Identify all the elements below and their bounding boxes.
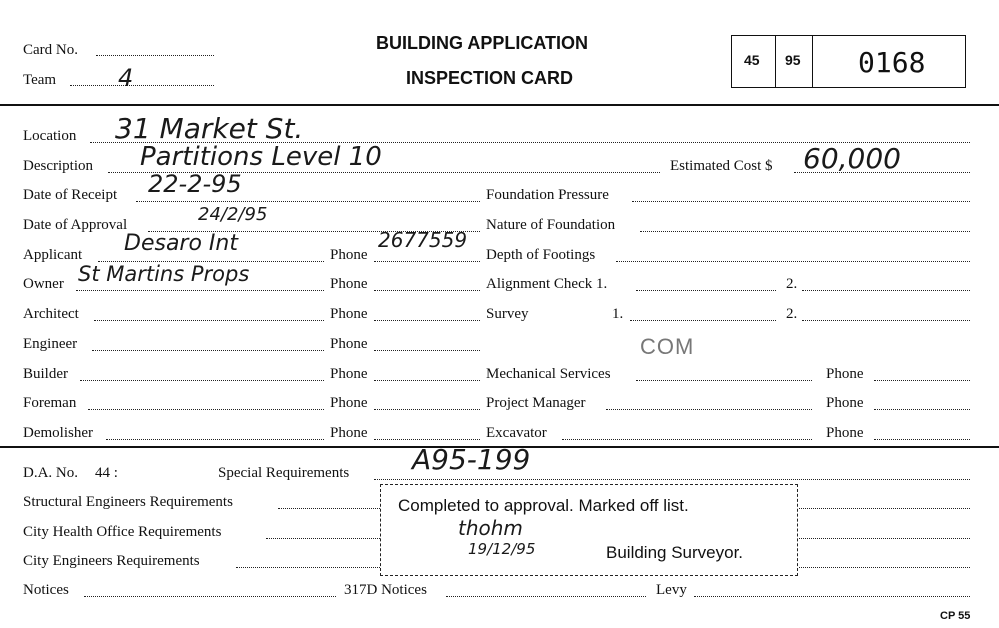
nature-of-foundation-field[interactable] xyxy=(640,231,970,232)
317d-notices-label: 317D Notices xyxy=(344,582,427,598)
notices-label: Notices xyxy=(23,582,69,598)
engineer-phone-label: Phone xyxy=(330,336,368,352)
builder-field[interactable] xyxy=(80,380,324,381)
alignment-check-1-field[interactable] xyxy=(636,290,776,291)
stamp-signature: thohm xyxy=(458,516,523,540)
317d-notices-field[interactable] xyxy=(446,596,646,597)
project-manager-phone-field[interactable] xyxy=(874,409,970,410)
engineer-field[interactable] xyxy=(92,350,324,351)
mechanical-services-label: Mechanical Services xyxy=(486,366,611,382)
project-manager-label: Project Manager xyxy=(486,395,586,411)
card-number-box xyxy=(731,35,966,88)
project-manager-phone-label: Phone xyxy=(826,395,864,411)
excavator-phone-field[interactable] xyxy=(874,439,970,440)
estimated-cost-label: Estimated Cost $ xyxy=(670,158,773,174)
builder-phone-field[interactable] xyxy=(374,380,480,381)
survey-2-field[interactable] xyxy=(802,320,970,321)
foundation-pressure-label: Foundation Pressure xyxy=(486,187,609,203)
special-requirements-value: A95-199 xyxy=(412,443,531,476)
applicant-value: Desaro Int xyxy=(124,231,238,256)
title-line-2: INSPECTION CARD xyxy=(406,68,574,88)
depth-of-footings-label: Depth of Footings xyxy=(486,247,596,263)
card-no-label: Card No. xyxy=(23,42,78,58)
foreman-phone-field[interactable] xyxy=(374,409,480,410)
foreman-field[interactable] xyxy=(88,409,324,410)
structural-engineers-label: Structural Engineers Requirements xyxy=(23,494,233,510)
depth-of-footings-field[interactable] xyxy=(616,261,970,262)
foreman-label: Foreman xyxy=(23,395,77,411)
owner-phone-label: Phone xyxy=(330,276,368,292)
survey-1-label: 1. xyxy=(612,306,624,322)
builder-phone-label: Phone xyxy=(330,366,368,382)
estimated-cost-value: 60,000 xyxy=(803,142,901,175)
date-of-receipt-field[interactable] xyxy=(136,201,480,202)
location-value: 31 Market St. xyxy=(115,112,304,145)
builder-label: Builder xyxy=(23,366,68,382)
alignment-check-label: Alignment Check 1. xyxy=(486,276,608,292)
date-of-approval-value: 24/2/95 xyxy=(198,204,268,225)
applicant-phone-label: Phone xyxy=(330,247,368,263)
card-no-field[interactable] xyxy=(96,55,214,56)
box-b-value: 95 xyxy=(785,52,801,68)
mechanical-services-phone-field[interactable] xyxy=(874,380,970,381)
special-requirements-field[interactable] xyxy=(374,479,970,480)
mechanical-services-field[interactable] xyxy=(636,380,812,381)
location-label: Location xyxy=(23,128,77,144)
demolisher-phone-field[interactable] xyxy=(374,439,480,440)
team-label: Team xyxy=(23,72,57,88)
mechanical-services-phone-label: Phone xyxy=(826,366,864,382)
owner-field[interactable] xyxy=(76,290,324,291)
levy-label: Levy xyxy=(656,582,687,598)
stamp-role-text: Building Surveyor. xyxy=(606,543,744,562)
owner-value: St Martins Props xyxy=(78,262,250,286)
notices-field[interactable] xyxy=(84,596,336,597)
stamp-completed-text: Completed to approval. Marked off list. xyxy=(398,496,689,515)
date-of-receipt-value: 22-2-95 xyxy=(148,170,242,198)
card-number: 0168 xyxy=(858,46,926,79)
survey-1-field[interactable] xyxy=(630,320,776,321)
box-divider-2 xyxy=(812,35,813,88)
da-no-label: D.A. No. xyxy=(23,465,78,481)
excavator-phone-label: Phone xyxy=(826,425,864,441)
survey-label: Survey xyxy=(486,306,529,322)
stamp-date: 19/12/95 xyxy=(468,540,536,558)
foreman-phone-label: Phone xyxy=(330,395,368,411)
survey-2-label: 2. xyxy=(786,306,798,322)
team-field[interactable] xyxy=(70,85,214,86)
owner-phone-field[interactable] xyxy=(374,290,480,291)
excavator-field[interactable] xyxy=(562,439,812,440)
da-no-value: 44 : xyxy=(95,465,118,481)
foundation-pressure-field[interactable] xyxy=(632,201,970,202)
demolisher-field[interactable] xyxy=(106,439,324,440)
date-of-approval-label: Date of Approval xyxy=(23,217,128,233)
applicant-phone-field[interactable] xyxy=(374,261,480,262)
applicant-phone-value: 2677559 xyxy=(378,228,468,252)
description-value: Partitions Level 10 xyxy=(140,142,382,172)
date-of-receipt-label: Date of Receipt xyxy=(23,187,118,203)
city-engineers-label: City Engineers Requirements xyxy=(23,553,200,569)
description-label: Description xyxy=(23,158,93,174)
title-line-1: BUILDING APPLICATION xyxy=(376,33,588,53)
owner-label: Owner xyxy=(23,276,64,292)
applicant-label: Applicant xyxy=(23,247,83,263)
architect-field[interactable] xyxy=(94,320,324,321)
demolisher-label: Demolisher xyxy=(23,425,93,441)
alignment-check-2-label: 2. xyxy=(786,276,798,292)
team-value: 4 xyxy=(118,64,134,92)
excavator-label: Excavator xyxy=(486,425,547,441)
faded-stamp-text: COM xyxy=(640,334,695,359)
engineer-label: Engineer xyxy=(23,336,78,352)
project-manager-field[interactable] xyxy=(606,409,812,410)
form-code: CP 55 xyxy=(940,610,971,622)
nature-of-foundation-label: Nature of Foundation xyxy=(486,217,616,233)
special-requirements-label: Special Requirements xyxy=(218,465,350,481)
city-health-label: City Health Office Requirements xyxy=(23,524,222,540)
alignment-check-2-field[interactable] xyxy=(802,290,970,291)
header-divider xyxy=(0,104,999,106)
engineer-phone-field[interactable] xyxy=(374,350,480,351)
architect-phone-field[interactable] xyxy=(374,320,480,321)
demolisher-phone-label: Phone xyxy=(330,425,368,441)
box-divider-1 xyxy=(775,35,776,88)
architect-label: Architect xyxy=(23,306,79,322)
levy-field[interactable] xyxy=(694,596,970,597)
box-a-value: 45 xyxy=(744,52,760,68)
architect-phone-label: Phone xyxy=(330,306,368,322)
